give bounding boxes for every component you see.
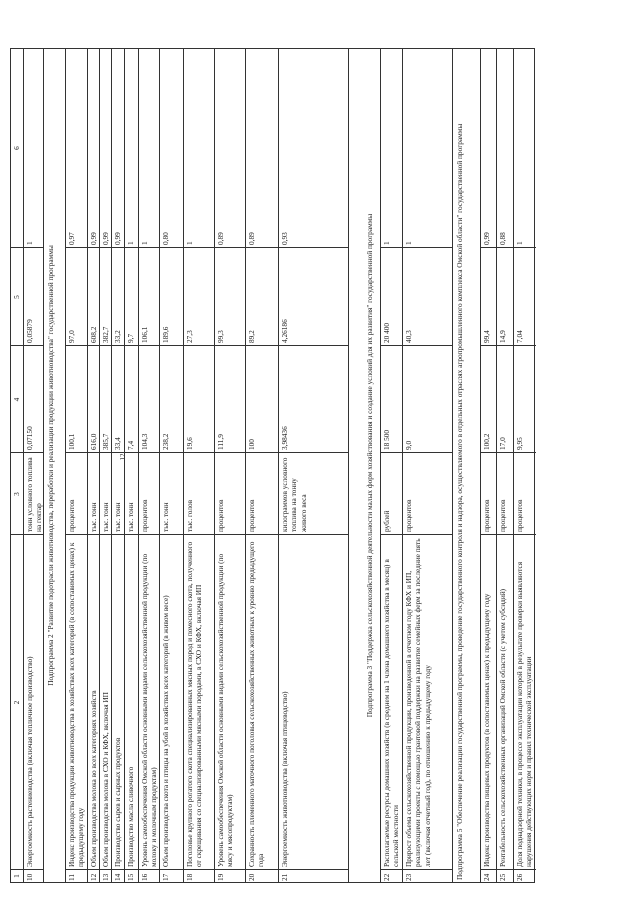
row-number: 20	[247, 873, 256, 881]
row-unit: тыс. тонн	[113, 502, 122, 532]
column-divider	[184, 534, 215, 535]
column-divider	[246, 345, 279, 346]
table-row	[87, 48, 99, 883]
column-divider	[66, 534, 88, 535]
row-plan: 19,6	[185, 437, 194, 450]
column-divider	[24, 452, 44, 453]
column-divider	[497, 345, 514, 346]
row-ratio: 1	[382, 241, 391, 245]
row-actual: 97,0	[67, 330, 76, 343]
row-actual: 99,4	[482, 330, 491, 343]
column-divider	[497, 247, 514, 248]
column-divider	[184, 452, 215, 453]
column-divider	[403, 345, 453, 346]
row-indicator: Объем производства скота и птицы на убой в хозяйствах всех категорий (в живом весе)	[161, 595, 170, 867]
header-col-6: 6	[12, 146, 21, 150]
column-divider	[139, 869, 160, 870]
section-title: Подпрограмма 5 "Обеспечение реализации государственной программы, проведение государственного контроля и надзора, осуществляемого в отдельных отраслях агропромышленного комплекса Омской области" государственной программы	[455, 123, 464, 880]
table-row	[402, 48, 452, 883]
column-divider	[514, 247, 536, 248]
row-actual: 27,3	[185, 330, 194, 343]
table-row	[245, 48, 278, 883]
row-indicator: Энергоемкость растениеводства (включая тепличное производство)	[25, 656, 34, 867]
column-divider	[381, 869, 403, 870]
column-divider	[215, 869, 246, 870]
column-divider	[481, 869, 497, 870]
table-row	[159, 48, 183, 883]
column-divider	[24, 247, 44, 248]
column-divider	[481, 452, 497, 453]
row-number: 25	[498, 873, 507, 881]
column-divider	[403, 869, 453, 870]
row-indicator: Производство сырев и сырных продуктов	[113, 737, 122, 867]
row-plan: 33,4	[113, 437, 122, 450]
column-divider	[125, 452, 139, 453]
row-indicator: Энергоемкость животноводства (включая птицеводство)	[280, 691, 289, 867]
row-ratio: 1	[140, 241, 149, 245]
row-indicator: Сохранность племенного маточного поголовья сельскохозяйственных животных к уровню предыдущего года	[247, 541, 266, 867]
row-ratio: 0,99	[89, 232, 98, 245]
row-actual: 189,6	[161, 326, 170, 343]
column-divider	[279, 534, 349, 535]
column-divider	[403, 534, 453, 535]
row-ratio: 0,93	[280, 232, 289, 245]
row-number: 24	[482, 873, 491, 881]
column-divider	[381, 452, 403, 453]
section-title: Подпрограмма 2 "Развитие подотрасли животноводства, переработки и реализации продукции животноводства" государственной программы	[46, 245, 55, 686]
row-number: 19	[216, 873, 225, 881]
row-number: 21	[280, 873, 289, 881]
column-divider	[24, 345, 44, 346]
column-divider	[139, 247, 160, 248]
row-plan: 100,2	[482, 433, 491, 450]
table-row	[513, 48, 535, 883]
row-actual: 7,04	[515, 330, 524, 343]
row-plan: 100,1	[67, 433, 76, 450]
column-divider	[24, 869, 44, 870]
column-divider	[279, 452, 349, 453]
row-ratio: 1	[404, 241, 413, 245]
row-unit: процентов	[216, 499, 225, 532]
row-indicator: Доля поднадзорной техники, в процессе эксплуатации которой в результате проверки выявляются нарушения действующих норм и правил технической эксплуатации	[515, 561, 534, 867]
column-divider	[66, 869, 88, 870]
row-actual: 99,3	[216, 330, 225, 343]
row-indicator: Уровень самообеспечения Омской области основными видами сельскохозяйственной продукции (по мясу и мясопродуктам)	[216, 553, 235, 867]
row-indicator: Располагаемые ресурсы домашних хозяйств (в среднем на 1 члена домашнего хозяйства в месяц) в сельской местности	[382, 559, 401, 867]
row-indicator: Уровень самообеспечения Омской области основными видами сельскохозяйственной продукции (по молоку и молочным продуктам)	[140, 553, 159, 867]
header-col-1: 1	[12, 874, 21, 878]
row-actual: 4,26186	[280, 319, 289, 343]
row-plan: 18 500	[382, 429, 391, 450]
column-divider	[125, 534, 139, 535]
row-ratio: 0,99	[101, 232, 110, 245]
column-divider	[215, 452, 246, 453]
row-actual: 608,2	[89, 326, 98, 343]
row-ratio: 0,99	[113, 232, 122, 245]
row-plan: 104,3	[140, 433, 149, 450]
table-row	[380, 48, 402, 883]
column-divider	[246, 452, 279, 453]
row-number: 12	[89, 873, 98, 881]
column-divider	[184, 247, 215, 248]
row-actual: 14,9	[498, 330, 507, 343]
column-divider	[24, 534, 44, 535]
row-ratio: 1	[25, 241, 34, 245]
row-number: 13	[101, 873, 110, 881]
row-unit: процентов	[482, 499, 491, 532]
column-divider	[139, 452, 160, 453]
column-divider	[184, 345, 215, 346]
row-number: 15	[126, 873, 135, 881]
row-ratio: 0,89	[247, 232, 256, 245]
column-divider	[215, 534, 246, 535]
row-unit: тыс. тонн	[161, 502, 170, 532]
column-divider	[279, 345, 349, 346]
column-divider	[160, 247, 184, 248]
column-divider	[125, 345, 139, 346]
row-ratio: 1	[185, 241, 194, 245]
table-row	[138, 48, 159, 883]
column-divider	[279, 869, 349, 870]
row-unit: тыс. тонн	[126, 502, 135, 532]
row-unit: процентов	[67, 499, 76, 532]
row-actual: 0,05879	[25, 319, 34, 343]
table-row	[111, 48, 124, 883]
column-divider	[125, 869, 139, 870]
row-plan: 9,0	[404, 440, 413, 450]
column-divider	[160, 534, 184, 535]
row-unit: процентов	[498, 499, 507, 532]
row-number: 10	[25, 873, 34, 881]
table-row	[183, 48, 214, 883]
row-plan: 0,07150	[25, 426, 34, 450]
row-plan: 17,0	[498, 437, 507, 450]
row-ratio: 0,89	[216, 232, 225, 245]
column-divider	[125, 247, 139, 248]
row-plan: 100	[247, 439, 256, 450]
table-header	[10, 48, 23, 883]
header-col-4: 4	[12, 397, 21, 402]
row-plan: 111,9	[216, 434, 225, 450]
row-number: 18	[185, 873, 194, 881]
table-border-right	[10, 48, 535, 49]
row-indicator: Индекс производства продукции животноводства в хозяйствах всех категорий (в сопоставимых ценах) к предыдущему году	[67, 542, 86, 867]
section-row	[348, 48, 380, 883]
row-indicator: Рентабельность сельскохозяйственных организаций Омской области (с учетом субсидий)	[498, 588, 507, 867]
page-number: 12	[119, 453, 127, 461]
row-actual: 382,7	[101, 326, 110, 343]
column-divider	[246, 534, 279, 535]
column-divider	[246, 247, 279, 248]
row-number: 11	[67, 873, 76, 881]
row-ratio: 0,80	[161, 232, 170, 245]
row-actual: 33,2	[113, 330, 122, 343]
column-divider	[184, 869, 215, 870]
table-row	[124, 48, 138, 883]
column-divider	[66, 247, 88, 248]
row-indicator: Прирост объема сельскохозяйственной продукции, произведенной в отчетном году КФХ и ИП, реализующими проекты с помощью грантовой поддержки на развитие семейных ферм за последние пять лет (включая отчетный год), по отношению к предыдущему году	[404, 538, 432, 867]
row-plan: 7,4	[126, 440, 135, 450]
row-unit: процентов	[140, 499, 149, 532]
row-plan: 3,98436	[280, 426, 289, 450]
column-divider	[215, 345, 246, 346]
column-divider	[246, 869, 279, 870]
row-unit: рублей	[382, 510, 391, 532]
row-ratio: 0,99	[482, 232, 491, 245]
row-unit: тыс. тонн	[101, 502, 110, 532]
row-ratio: 0,97	[67, 232, 76, 245]
column-divider	[139, 345, 160, 346]
column-divider	[514, 869, 536, 870]
header-col-3: 3	[12, 492, 21, 496]
table-row	[65, 48, 87, 883]
row-indicator: Производство масла сливочного	[126, 766, 135, 867]
column-divider	[514, 534, 536, 535]
row-plan: 616,0	[89, 433, 98, 450]
row-plan: 385,7	[101, 433, 110, 450]
header-col-2: 2	[12, 700, 21, 705]
row-ratio: 0,88	[498, 232, 507, 245]
table-row	[480, 48, 496, 883]
column-divider	[381, 247, 403, 248]
row-unit: процентов	[404, 499, 413, 532]
indicator-table	[10, 48, 535, 883]
column-divider	[514, 345, 536, 346]
column-divider	[279, 247, 349, 248]
section-row	[43, 48, 65, 883]
section-row	[452, 48, 480, 883]
row-ratio: 1	[126, 241, 135, 245]
table-row	[214, 48, 245, 883]
row-actual: 106,1	[140, 326, 149, 343]
row-number: 17	[161, 873, 170, 881]
column-divider	[160, 869, 184, 870]
row-number: 14	[113, 873, 122, 881]
row-unit: тонн условного топлива на гектар	[25, 457, 44, 532]
table-row	[496, 48, 513, 883]
row-plan: 238,2	[161, 433, 170, 450]
table-border-left	[10, 882, 535, 883]
column-divider	[403, 452, 453, 453]
table-row	[278, 48, 348, 883]
column-divider	[514, 452, 536, 453]
row-unit: тыс. тонн	[89, 502, 98, 532]
column-divider	[66, 452, 88, 453]
row-actual: 89,2	[247, 330, 256, 343]
row-unit: килограммов условного топлива на тонну живого веса	[280, 457, 308, 532]
column-divider	[381, 345, 403, 346]
row-actual: 40,3	[404, 330, 413, 343]
table-row	[99, 48, 111, 883]
row-indicator: Объем производства молока в СХО и КФХ, включая ИП	[101, 692, 110, 867]
column-divider	[160, 345, 184, 346]
row-number: 23	[404, 873, 413, 881]
row-number: 16	[140, 873, 149, 881]
row-actual: 9,7	[126, 333, 135, 343]
row-actual: 20 400	[382, 322, 391, 343]
column-divider	[497, 869, 514, 870]
row-plan: 9,95	[515, 437, 524, 450]
column-divider	[66, 345, 88, 346]
column-divider	[403, 247, 453, 248]
header-col-5: 5	[12, 295, 21, 299]
row-indicator: Поголовье крупного рогатого скота специализированных мясных пород и помесного скота, полученного от скрещивания со специализированными мясными породами, в СХО и КФХ, включая ИП	[185, 541, 204, 867]
column-divider	[497, 452, 514, 453]
section-title: Подпрограмма 3 "Поддержка сельскохозяйственной деятельности малых форм хозяйствования и создание условий для их развития" государственной программы	[365, 213, 374, 718]
row-unit: процентов	[515, 499, 524, 532]
row-indicator: Индекс производства пищевых продуктов (в сопоставимых ценах) к предыдущему году	[482, 593, 491, 867]
column-divider	[160, 452, 184, 453]
column-divider	[215, 247, 246, 248]
column-divider	[481, 247, 497, 248]
column-divider	[139, 534, 160, 535]
column-divider	[381, 534, 403, 535]
row-number: 22	[382, 873, 391, 881]
row-unit: процентов	[247, 499, 256, 532]
row-indicator: Объем производства молока во всех категориях хозяйств	[89, 690, 98, 867]
row-number: 26	[515, 873, 524, 881]
column-divider	[481, 345, 497, 346]
column-divider	[497, 534, 514, 535]
column-divider	[481, 534, 497, 535]
table-row	[23, 48, 43, 883]
row-ratio: 1	[515, 241, 524, 245]
row-unit: тыс. голов	[185, 499, 194, 532]
